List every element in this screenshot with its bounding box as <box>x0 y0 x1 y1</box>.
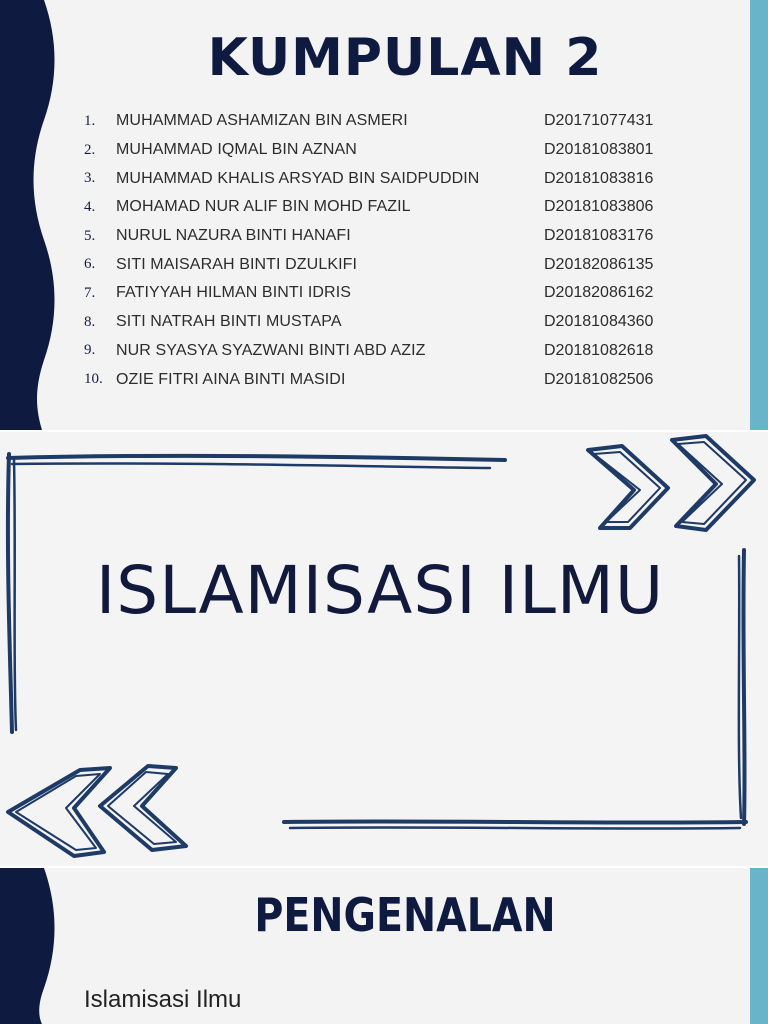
member-id: D20171077431 <box>544 112 654 130</box>
slide-title: KUMPULAN 2 <box>207 28 603 88</box>
body-text: Islamisasi Ilmu <box>84 986 242 1013</box>
list-item <box>84 136 684 165</box>
member-number: 4. <box>84 198 96 215</box>
member-name: SITI NATRAH BINTI MUSTAPA <box>116 313 342 331</box>
slide-group-intro <box>0 868 768 1024</box>
list-item <box>84 337 684 366</box>
list-item <box>84 279 684 308</box>
wavy-side-bar <box>0 0 60 430</box>
member-id: D20181083816 <box>544 169 654 187</box>
member-name: MOHAMAD NUR ALIF BIN MOHD FAZIL <box>116 198 411 216</box>
member-id: D20181083806 <box>544 198 654 216</box>
member-number: 3. <box>84 170 96 187</box>
member-name: OZIE FITRI AINA BINTI MASIDI <box>116 370 346 388</box>
member-number: 6. <box>84 256 96 273</box>
slide-group-title <box>0 432 768 866</box>
member-id: D20181083801 <box>544 141 654 159</box>
member-name: MUHAMMAD IQMAL BIN AZNAN <box>116 141 357 159</box>
member-name: NURUL NAZURA BINTI HANAFI <box>116 227 351 245</box>
member-id: D20181084360 <box>544 313 654 331</box>
main-title: ISLAMISASI ILMU <box>95 552 665 629</box>
member-name: NUR SYASYA SYAZWANI BINTI ABD AZIZ <box>116 341 426 359</box>
accent-bar <box>750 0 768 430</box>
accent-bar <box>750 868 768 1024</box>
wavy-side-bar <box>0 868 60 1024</box>
list-item <box>84 193 684 222</box>
double-chevron-left-icon <box>0 762 192 866</box>
member-number: 10. <box>84 371 103 388</box>
list-item <box>84 365 684 394</box>
list-item <box>84 164 684 193</box>
list-item <box>84 107 684 136</box>
member-number: 2. <box>84 141 96 158</box>
member-id: D20182086162 <box>544 284 654 302</box>
double-chevron-right-icon <box>582 432 768 538</box>
list-item <box>84 308 684 337</box>
member-id: D20182086135 <box>544 255 654 273</box>
section-title: PENGENALAN <box>254 888 556 942</box>
member-number: 5. <box>84 227 96 244</box>
list-item <box>84 250 684 279</box>
member-name: FATIYYAH HILMAN BINTI IDRIS <box>116 284 352 302</box>
member-number: 9. <box>84 342 96 359</box>
member-name: SITI MAISARAH BINTI DZULKIFI <box>116 255 358 273</box>
member-id: D20181082618 <box>544 341 654 359</box>
member-id: D20181083176 <box>544 227 654 245</box>
member-name: MUHAMMAD ASHAMIZAN BIN ASMERI <box>116 112 408 130</box>
member-number: 8. <box>84 313 96 330</box>
member-id: D20181082506 <box>544 370 654 388</box>
member-list <box>84 107 684 394</box>
slide-group-members <box>0 0 768 430</box>
list-item <box>84 222 684 251</box>
member-number: 1. <box>84 112 96 129</box>
member-number: 7. <box>84 284 96 301</box>
member-name: MUHAMMAD KHALIS ARSYAD BIN SAIDPUDDIN <box>116 169 480 187</box>
